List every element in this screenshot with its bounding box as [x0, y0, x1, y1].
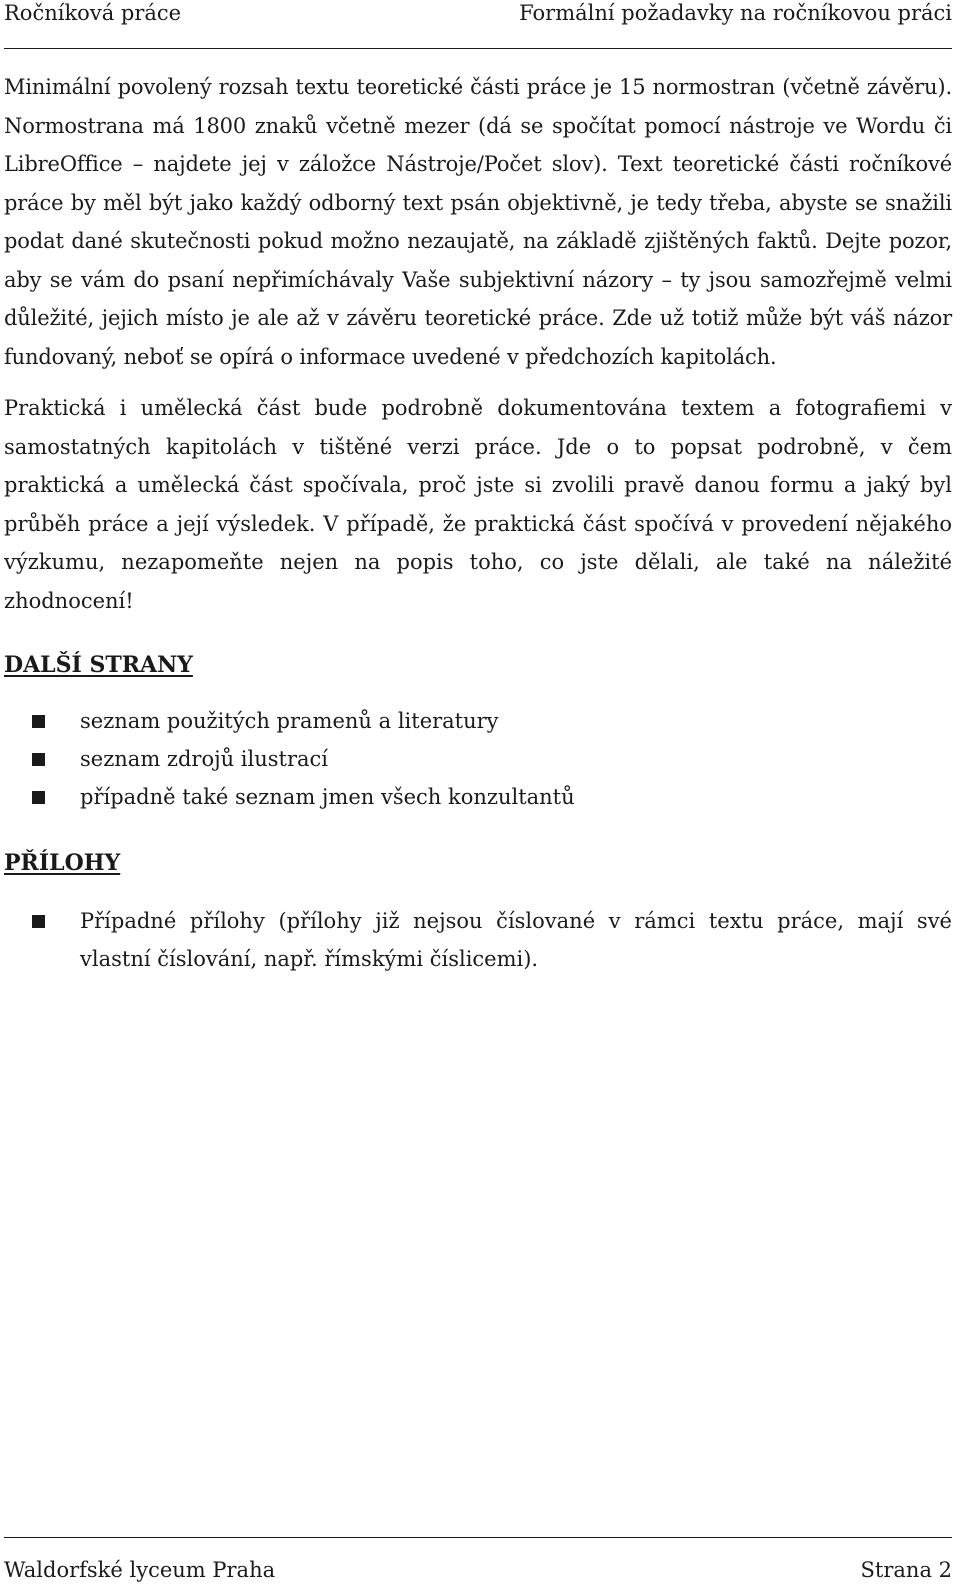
square-bullet-icon — [32, 915, 45, 928]
footer-school-name: Waldorfské lyceum Praha — [4, 1558, 276, 1582]
header-document-title: Ročníková práce — [4, 1, 182, 25]
page-number: Strana 2 — [860, 1558, 952, 1582]
list-item — [4, 902, 952, 978]
running-header — [4, 0, 952, 49]
paragraph-practical-part: Praktická i umělecká část bude podrobně dokumentována textem a fotografiemi v samostatných kapitolách v tištěné verzi práce. Jde o to popsat podrobně, v čem praktická a umělecká část spočívala, proč jste si zvolili pravě danou formu a jaký byl průběh práce a její výsledek. V případě, že praktická část spočívá v provedení nějakého výzkumu, nezapomeňte nejen na popis toho, co jste dělali, ale také na náležité zhodnocení! — [4, 396, 952, 613]
list-item-text: případně také seznam jmen všech konzultantů — [80, 785, 575, 809]
list-item-text: seznam zdrojů ilustrací — [80, 747, 329, 771]
list-item — [4, 702, 952, 740]
square-bullet-icon — [32, 791, 45, 804]
running-footer — [4, 1537, 952, 1586]
page-content — [4, 68, 952, 978]
appendices-list — [4, 902, 952, 978]
list-item — [4, 740, 952, 778]
other-pages-list — [4, 702, 952, 816]
section-heading-other-pages: DALŠÍ STRANY — [4, 652, 193, 678]
square-bullet-icon — [32, 715, 45, 728]
list-item — [4, 778, 952, 816]
square-bullet-icon — [32, 753, 45, 766]
paragraph-theory-length: Minimální povolený rozsah textu teoretické části práce je 15 normostran (včetně závěru). Normostrana má 1800 znaků včetně mezer (dá se spočítat pomocí nástroje ve Wordu či LibreOffice – najdete jej v záložce Nástroje/Počet slov). Text teoretické části ročníkové práce by měl být jako každý odborný text psán objektivně, je tedy třeba, abyste se snažili podat dané skutečnosti pokud možno nezaujatě, na základě zjištěných faktů. Dejte pozor, aby se vám do psaní nepřimíchávaly Vaše subjektivní názory – ty jsou samozřejmě velmi důležité, jejich místo je ale až v závěru teoretické práce. Zde už totiž může být váš názor fundovaný, neboť se opírá o informace uvedené v předchozích kapitolách. — [4, 75, 952, 369]
list-item-text: Případné přílohy (přílohy již nejsou číslované v rámci textu práce, mají své vlastní číslování, např. římskými číslicemi). — [80, 909, 952, 971]
list-item-text: seznam použitých pramenů a literatury — [80, 709, 499, 733]
section-heading-appendices: PŘÍLOHY — [4, 850, 121, 876]
header-chapter-title: Formální požadavky na ročníkovou práci — [519, 1, 952, 25]
